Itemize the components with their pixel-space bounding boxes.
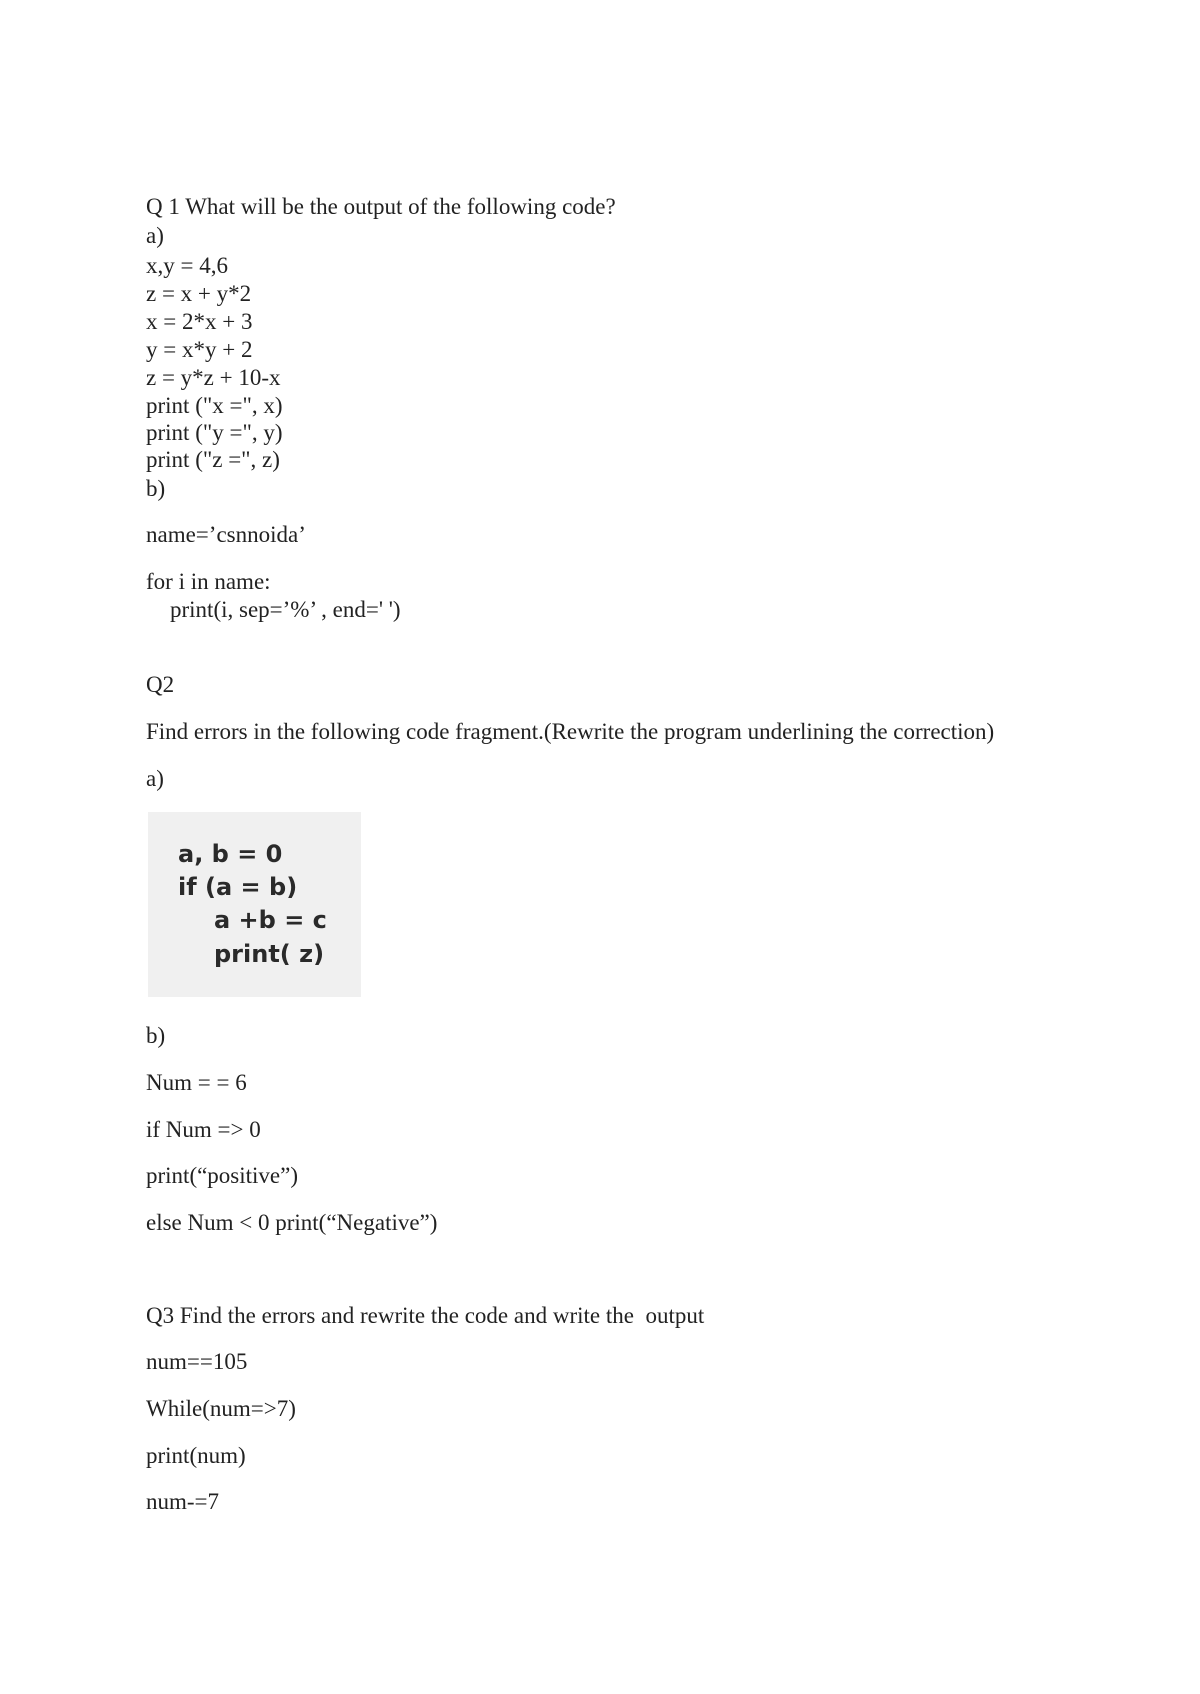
code-snippet-line: a +b = c [214,906,327,934]
q3-code-line: num-=7 [146,1489,220,1514]
q2-part-a-label: a) [146,766,164,791]
q1-part-a-label: a) [146,223,164,248]
q1-code-line: z = y*z + 10-x [146,365,281,390]
q1-code-line: name=’csnnoida’ [146,522,306,547]
q1-code-line: x = 2*x + 3 [146,309,253,334]
q3-code-line: print(num) [146,1443,246,1468]
q1-title: Q 1 What will be the output of the following code? [146,194,616,219]
q1-code-line: print ("y =", y) [146,420,283,445]
q2-title: Q2 [146,672,175,697]
q2-code-line: print(“positive”) [146,1163,299,1188]
code-snippet-line: if (a = b) [178,873,298,901]
q3-title: Q3 Find the errors and rewrite the code and write the output [146,1303,705,1328]
q2-code-line: if Num => 0 [146,1117,261,1142]
q1-part-b-label: b) [146,476,166,501]
q1-code-line: print ("x =", x) [146,393,283,418]
code-snippet-box [148,812,361,997]
q1-code-line: print(i, sep=’%’ , end=' ') [170,597,401,622]
q1-code-line: x,y = 4,6 [146,253,228,278]
code-snippet-line: a, b = 0 [178,840,283,868]
q3-code-line: While(num=>7) [146,1396,296,1421]
q2-part-b-label: b) [146,1023,166,1048]
q1-code-line: print ("z =", z) [146,447,280,472]
q2-code-line: Num = = 6 [146,1070,247,1095]
q1-code-line: for i in name: [146,569,271,594]
q2-instruction: Find errors in the following code fragment.(Rewrite the program underlining the correction) [146,719,995,744]
q1-code-line: y = x*y + 2 [146,337,253,362]
q1-code-line: z = x + y*2 [146,281,252,306]
code-snippet-line: print( z) [214,940,325,968]
q2-code-line: else Num < 0 print(“Negative”) [146,1210,438,1235]
q3-code-line: num==105 [146,1349,248,1374]
